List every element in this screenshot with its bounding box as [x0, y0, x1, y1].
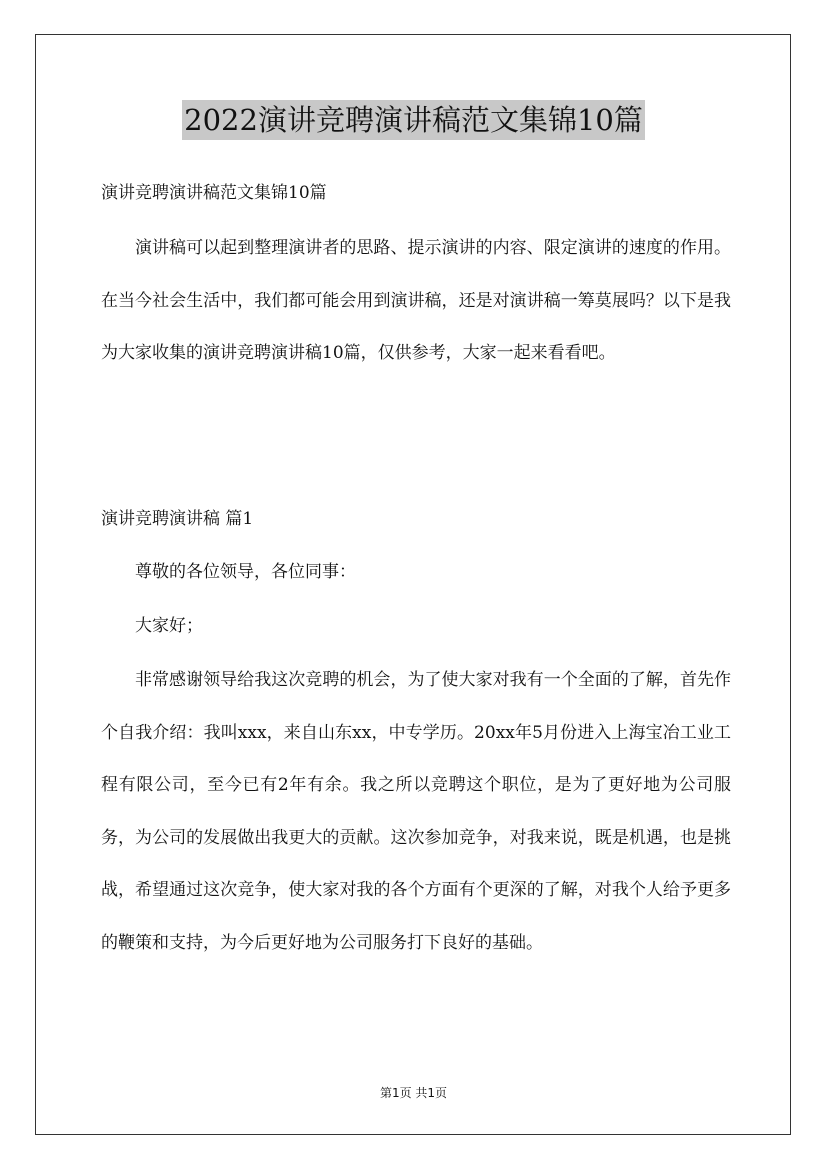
intro-paragraph: 演讲稿可以起到整理演讲者的思路、提示演讲的内容、限定演讲的速度的作用。在当今社会生活中，我们都可能会用到演讲稿，还是对演讲稿一筹莫展吗？以下是我为大家收集的演讲竞聘演讲稿10篇，仅供参考，大家一起来看看吧。: [101, 238, 731, 363]
salutation-line: 尊敬的各位领导，各位同事：: [135, 562, 356, 582]
greeting-line: 大家好；: [135, 616, 203, 636]
page-footer: 第1页 共1页: [379, 1086, 448, 1100]
section-heading: 演讲竞聘演讲稿 篇1: [101, 509, 254, 529]
title-container: [0, 100, 827, 140]
document-title: 2022演讲竞聘演讲稿范文集锦10篇: [182, 100, 645, 140]
body-paragraph: 非常感谢领导给我这次竞聘的机会，为了使大家对我有一个全面的了解，首先作个自我介绍：我叫xxx，来自山东xx，中专学历。20xx年5月份进入上海宝冶工业工程有限公司，至今已有2年有余。我之所以竞聘这个职位，是为了更好地为公司服务，为公司的发展做出我更大的贡献。这次参加竞争，对我来说，既是机遇，也是挑战，希望通过这次竞争，使大家对我的各个方面有个更深的了解，对我个人给予更多的鞭策和支持，为今后更好地为公司服务打下良好的基础。: [101, 670, 731, 953]
document-subtitle: 演讲竞聘演讲稿范文集锦10篇: [101, 183, 327, 203]
